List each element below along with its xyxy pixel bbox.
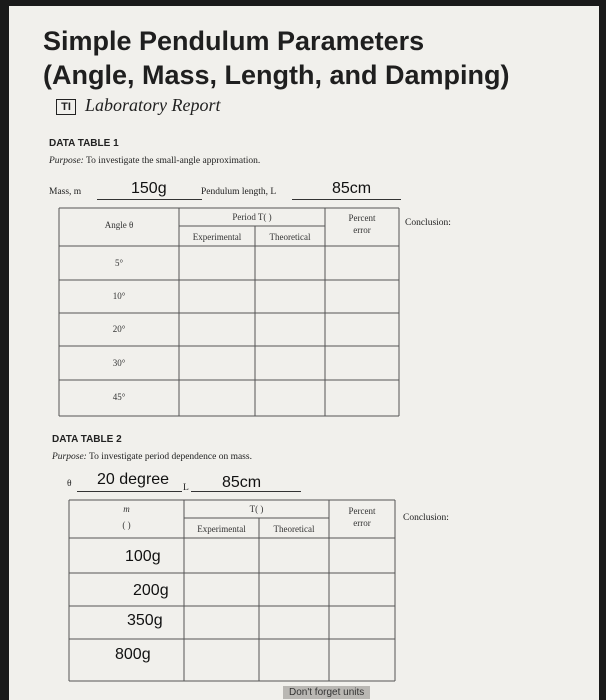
angle-row-3: 20°: [112, 324, 126, 334]
table2-purpose-label: Purpose:: [52, 452, 87, 462]
mass-row-1[interactable]: 100g: [125, 548, 161, 565]
angle-row-1: 5°: [114, 258, 124, 268]
ti-logo-icon: TI: [56, 99, 76, 115]
col-percent: Percent: [348, 213, 376, 223]
table1-purpose-text: To investigate the small-angle approximation.: [86, 156, 261, 166]
col-experimental: Experimental: [192, 232, 242, 242]
col-T: T( ): [249, 504, 264, 514]
col-m: m: [123, 504, 130, 514]
mass-row-2[interactable]: 200g: [133, 582, 169, 599]
table1-purpose-label: Purpose:: [49, 156, 84, 166]
col2-experimental: Experimental: [197, 524, 246, 534]
col-m-units: ( ): [122, 520, 131, 530]
col2-theoretical: Theoretical: [273, 524, 315, 534]
mass-label: Mass, m: [49, 187, 82, 197]
angle-row-4: 30°: [112, 358, 126, 368]
length2-label: L: [183, 483, 189, 493]
angle-row-2: 10°: [112, 291, 126, 301]
col-period: Period T( ): [232, 212, 272, 222]
col2-error: error: [353, 518, 371, 528]
footer-note: Don't forget units: [283, 686, 370, 699]
angle-row-5: 45°: [112, 392, 126, 402]
col-angle: Angle θ: [104, 220, 134, 230]
pendulum-length-value[interactable]: 85cm: [332, 180, 372, 197]
table1-conclusion-label: Conclusion:: [405, 218, 451, 228]
table2-purpose-text: To investigate period dependence on mass.: [89, 452, 252, 462]
table2-conclusion-label: Conclusion:: [403, 513, 449, 523]
mass-row-3[interactable]: 350g: [127, 612, 163, 629]
table2-grid: [9, 6, 599, 700]
title-line-2: (Angle, Mass, Length, and Damping): [43, 60, 510, 90]
table1-heading: DATA TABLE 1: [49, 138, 119, 149]
col-error: error: [353, 225, 371, 235]
length2-value[interactable]: 85cm: [222, 474, 262, 491]
col2-percent: Percent: [348, 506, 376, 516]
theta-value[interactable]: 20 degree: [97, 471, 170, 488]
table2-heading: DATA TABLE 2: [52, 434, 122, 445]
col-theoretical: Theoretical: [269, 232, 311, 242]
report-label: Laboratory Report: [85, 95, 221, 115]
mass-value[interactable]: 150g: [131, 180, 167, 197]
pendulum-length-label: Pendulum length, L: [201, 187, 277, 197]
mass-row-4[interactable]: 800g: [115, 646, 151, 663]
title-line-1: Simple Pendulum Parameters: [43, 26, 425, 56]
worksheet-page: [9, 6, 599, 700]
theta-label: θ: [67, 479, 72, 489]
